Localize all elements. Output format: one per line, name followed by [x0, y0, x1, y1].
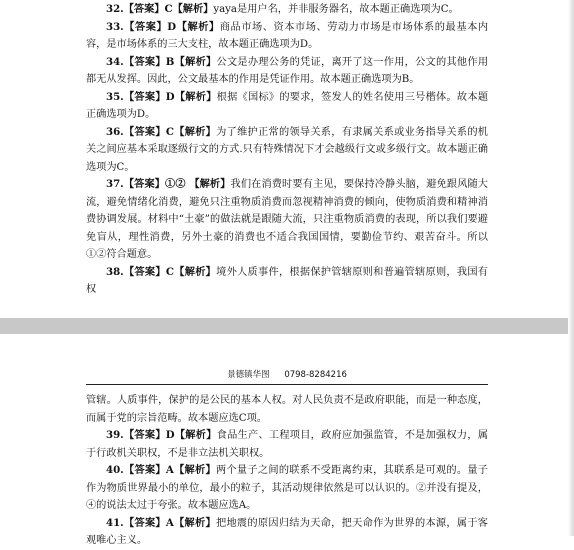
answer-body: 把地震的原因归结为天命，把天命作为世界的本源，属于客观唯心主义。 — [86, 517, 488, 546]
answer-body: 管辖。人质事件，保护的是公民的基本人权。对人民负责不是政府职能，而是一种态度，而属于党的宗旨范畴。故本题应选C项。 — [86, 395, 488, 424]
header-phone: 0798-8284216 — [284, 370, 347, 380]
answer-tag: 41.【答案】A【解析】 — [106, 516, 216, 529]
answer-tag: 37.【答案】①② 【解析】 — [106, 178, 231, 190]
answer-text-block — [86, 392, 488, 550]
header-org: 景德镇华图 — [227, 370, 270, 380]
answer-body: 为了维护正常的领导关系，有隶属关系或业务指导关系的机关之间应基本采取逐级行文的方式.只有特殊情况下才会越级行文或多级行文。故本题正确选项为C。 — [86, 126, 488, 173]
answer-paragraph-40 — [86, 462, 488, 515]
answer-body: 根据《国标》的要求，签发人的姓名使用三号楷体。故本题正确选项为D。 — [86, 91, 489, 120]
answer-text-block — [86, 1, 488, 299]
answer-tag: 35.【答案】D【解析】 — [106, 90, 217, 103]
answer-body: 食品生产、工程项目，政府应加强监管，不是加强权力，属于行政机关职权，不是非立法机关职权。 — [86, 430, 489, 459]
document-page-bottom — [0, 334, 574, 546]
answer-tag: 33.【答案】D【解析】 — [106, 20, 220, 33]
answer-paragraph-36 — [86, 124, 488, 177]
answer-paragraph-34 — [86, 54, 488, 89]
answer-tag: 36.【答案】C【解析】 — [106, 125, 217, 138]
answer-tag: 32.【答案】C【解析】 — [106, 3, 214, 15]
answer-tag: 38.【答案】C【解析】 — [106, 265, 217, 278]
page-gap — [0, 318, 574, 334]
answer-tag: 39.【答案】D【解析】 — [106, 429, 217, 441]
viewer-edge — [568, 0, 574, 536]
answer-paragraph-39 — [86, 427, 488, 462]
answer-paragraph-41 — [86, 515, 488, 550]
answer-paragraph-37 — [86, 176, 488, 264]
answer-body: 我们在消费时要有主见，要保持冷静头脑，避免跟风随大流，避免情绪化消费，避免只注重物质消费而忽视精神消费的倾向，使物质消费和精神消费协调发展。材料中“土豪”的做法就是跟随大流，只注重物质消费的表现，所以我们要避免盲从，理性消费，另外土豪的消费也不适合我国国情，要勤俭节约、艰苦奋斗。所以①②符合题意。 — [86, 179, 488, 260]
answer-tag: 34.【答案】B【解析】 — [106, 55, 217, 68]
answer-body: 境外人质事件，根据保护管辖原则和普遍管辖原则，我国有权 — [86, 266, 488, 295]
answer-paragraph-35 — [86, 89, 488, 124]
answer-paragraph-38 — [86, 264, 488, 299]
page-header — [86, 368, 488, 385]
answer-tag: 40.【答案】A【解析】 — [106, 464, 216, 476]
answer-body: 公文是办理公务的凭证，离开了这一作用，公文的其他作用都无从发挥。因此，公文最基本的作用是凭证作用。故本题正确选项为B。 — [86, 56, 489, 85]
answer-paragraph-38-cont — [86, 392, 488, 427]
answer-paragraph-33 — [86, 19, 488, 54]
answer-body: yaya是用户名，并非服务器名，故本题正确选项为C。 — [213, 4, 459, 15]
answer-paragraph-32 — [86, 1, 488, 19]
answer-body: 两个量子之间的联系不受距离约束，其联系是可观的。量子作为物质世界最小的单位，最小的粒子，其活动规律依然是可以认识的。②并没有提及，④的说法太过于夸张。故本题应选A。 — [86, 465, 488, 511]
answer-body: 商品市场、资本市场、劳动力市场是市场体系的最基本内容，是市场体系的三大支柱，故本题正确选项为D。 — [86, 21, 489, 50]
